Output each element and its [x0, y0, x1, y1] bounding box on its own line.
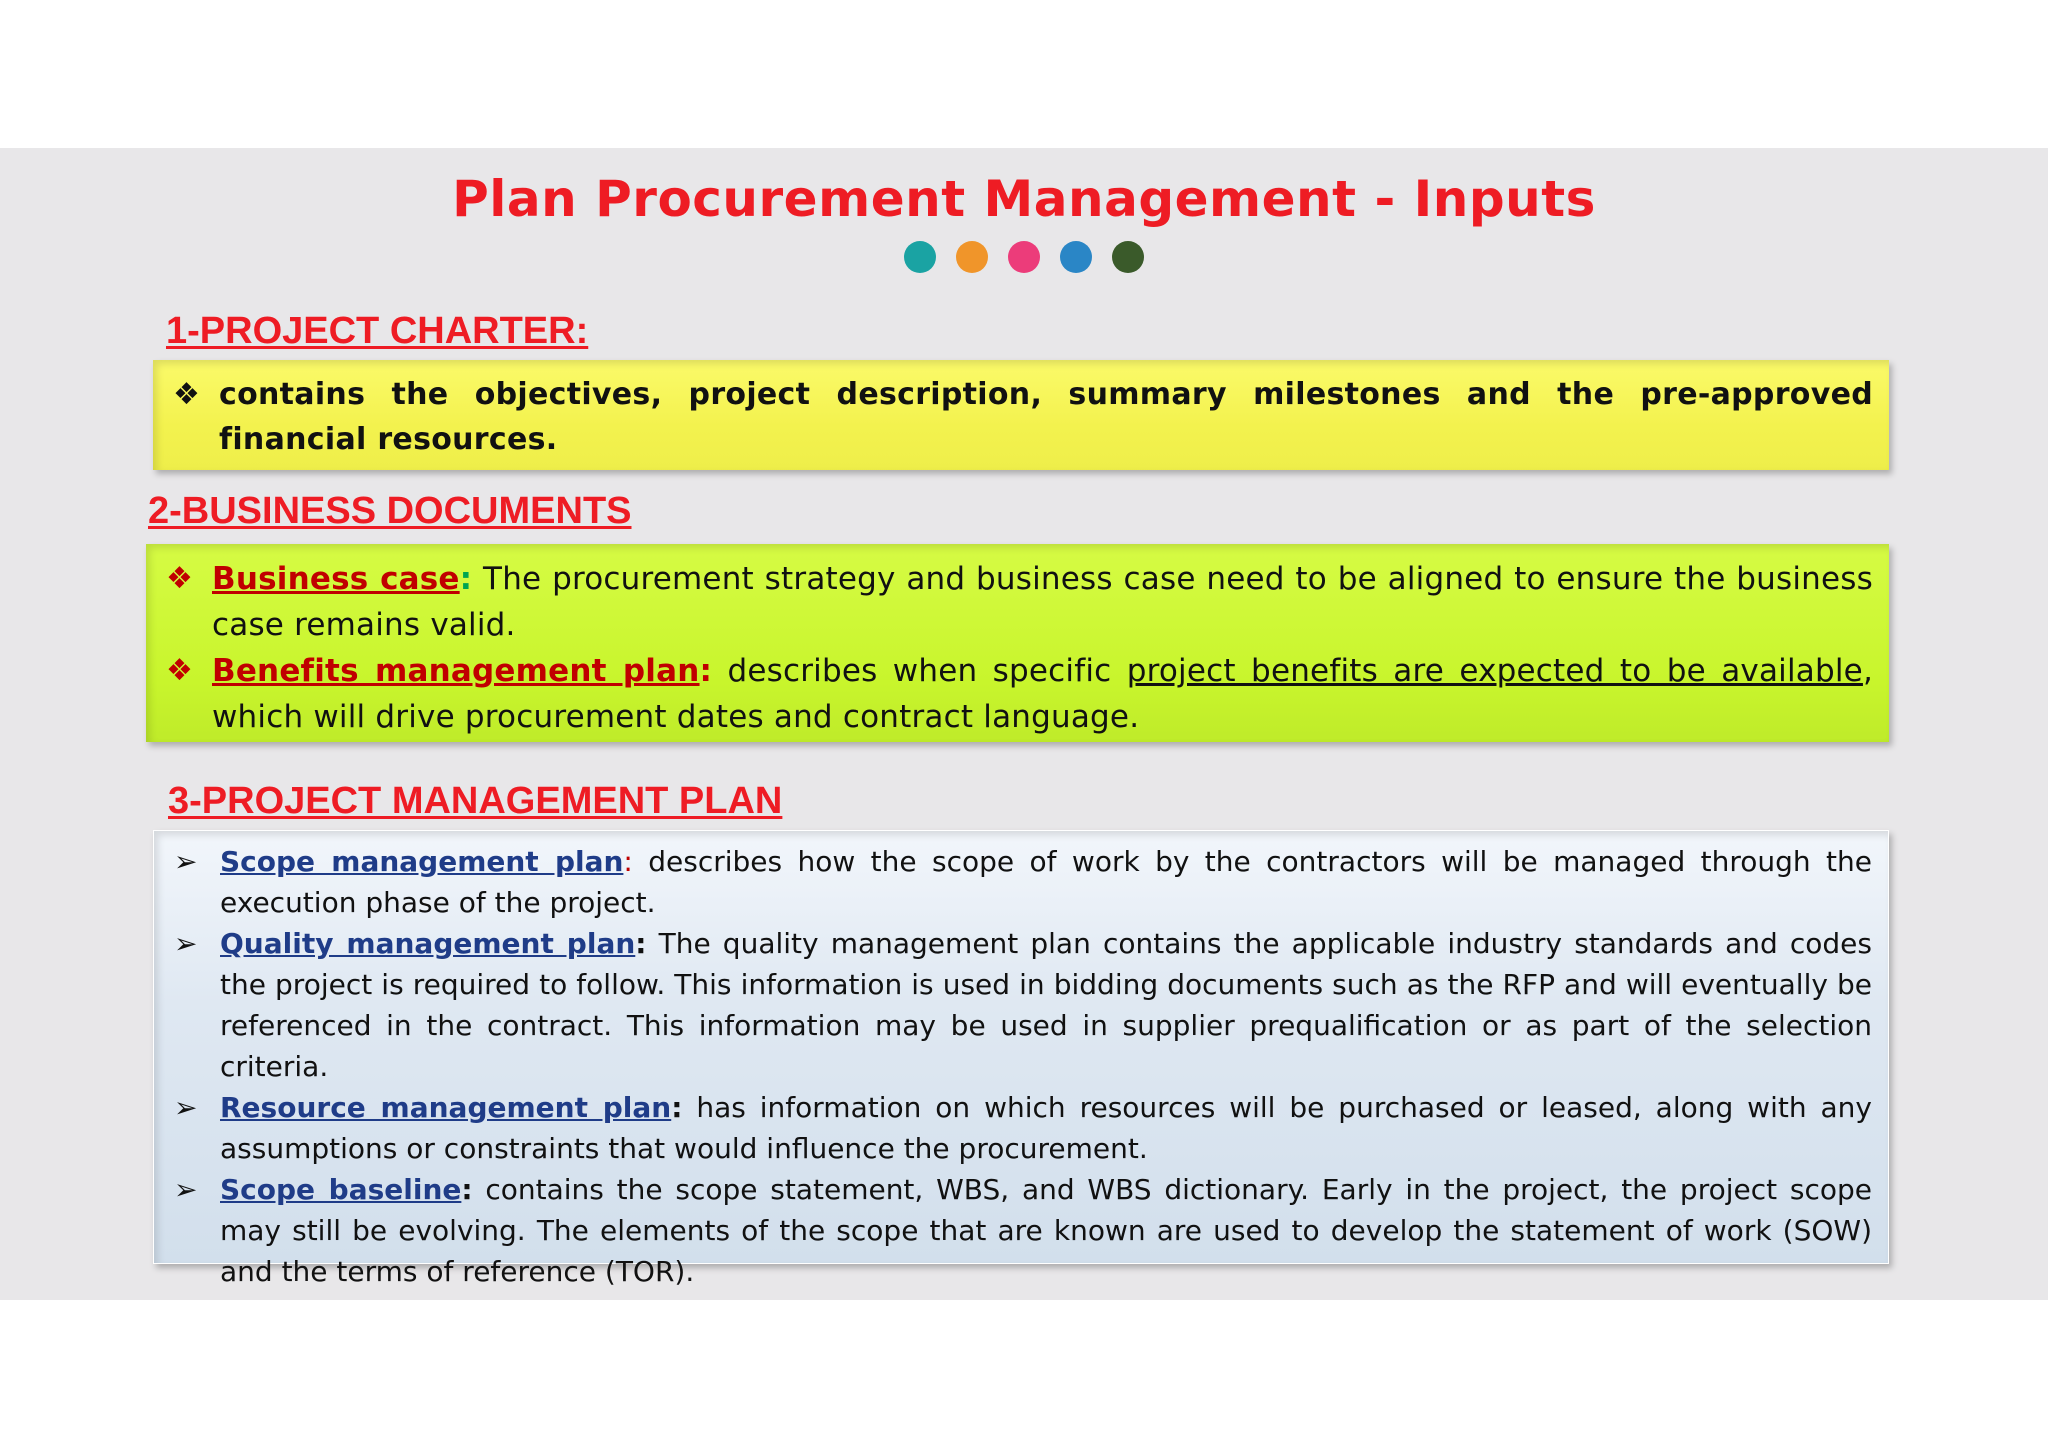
- quality-management-plan-item: [174, 923, 1888, 1087]
- slide: [0, 148, 2048, 1300]
- project-charter-heading: 1-PROJECT CHARTER:: [166, 310, 589, 352]
- business-documents-heading: 2-BUSINESS DOCUMENTS: [148, 490, 632, 532]
- quality-management-plan-colon: :: [635, 927, 647, 960]
- business-documents-box: [146, 544, 1889, 742]
- project-management-plan-heading: 3-PROJECT MANAGEMENT PLAN: [168, 780, 783, 822]
- scope-baseline-colon: :: [461, 1173, 473, 1206]
- quality-management-plan-label: Quality management plan: [220, 927, 636, 960]
- dot-orange: [956, 241, 988, 273]
- diamond-bullet-icon: ❖: [166, 561, 194, 596]
- resource-management-plan-colon: :: [671, 1091, 683, 1124]
- page-title: Plan Procurement Management - Inputs: [452, 170, 1596, 228]
- benefits-plan-text-before: describes when specific: [712, 653, 1127, 689]
- charter-text: contains the objectives, project description, summary milestones and the pre-approved financial resources.: [219, 377, 1873, 457]
- arrow-bullet-icon: ➢: [174, 927, 198, 960]
- scope-management-plan-colon: :: [623, 845, 633, 878]
- arrow-bullet-icon: ➢: [174, 845, 198, 878]
- dot-teal: [904, 241, 936, 273]
- business-case-label: Business case: [212, 561, 460, 597]
- scope-management-plan-label: Scope management plan: [220, 845, 624, 878]
- decorative-dots: [0, 241, 2048, 273]
- benefits-plan-colon: :: [699, 653, 713, 689]
- dot-pink: [1008, 241, 1040, 273]
- scope-baseline-item: [174, 1169, 1888, 1292]
- benefits-plan-underlined-text: project benefits are expected to be available: [1126, 653, 1863, 689]
- business-case-item: [166, 556, 1889, 648]
- diamond-bullet-icon: ❖: [166, 653, 194, 688]
- benefits-plan-text-after: , which will drive procurement dates and contract language.: [212, 653, 1873, 735]
- scope-management-plan-text: describes how the scope of work by the contractors will be managed through the execution phase of the project.: [220, 845, 1872, 919]
- resource-management-plan-text: has information on which resources will be purchased or leased, along with any assumptions or constraints that would influence the procurement.: [220, 1091, 1872, 1165]
- business-case-colon: :: [459, 561, 473, 597]
- resource-management-plan-item: [174, 1087, 1888, 1169]
- project-management-plan-box: [153, 830, 1889, 1288]
- resource-management-plan-label: Resource management plan: [220, 1091, 672, 1124]
- scope-management-plan-item: [174, 841, 1888, 923]
- benefits-plan-item: [166, 648, 1889, 740]
- project-charter-box: [153, 360, 1889, 470]
- quality-management-plan-text: The quality management plan contains the applicable industry standards and codes the project is required to follow. This information is used in bidding documents such as the RFP and will eventually be referenced in the contract. This information may be used in supplier prequalification or as part of the selection criteria.: [220, 927, 1873, 1083]
- dot-blue: [1060, 241, 1092, 273]
- arrow-bullet-icon: ➢: [174, 1173, 198, 1206]
- business-case-text: The procurement strategy and business case need to be aligned to ensure the business case remains valid.: [212, 561, 1873, 643]
- dot-dark-green: [1112, 241, 1144, 273]
- scope-baseline-text: contains the scope statement, WBS, and WBS dictionary. Early in the project, the project scope may still be evolving. The elements of the scope that are known are used to develop the statement of work (SOW) and the terms of reference (TOR).: [220, 1173, 1872, 1288]
- benefits-plan-label: Benefits management plan: [212, 653, 700, 689]
- diamond-bullet-icon: ❖: [173, 377, 201, 412]
- scope-baseline-label: Scope baseline: [220, 1173, 462, 1206]
- arrow-bullet-icon: ➢: [174, 1091, 198, 1124]
- charter-bullet-item: [173, 372, 1889, 462]
